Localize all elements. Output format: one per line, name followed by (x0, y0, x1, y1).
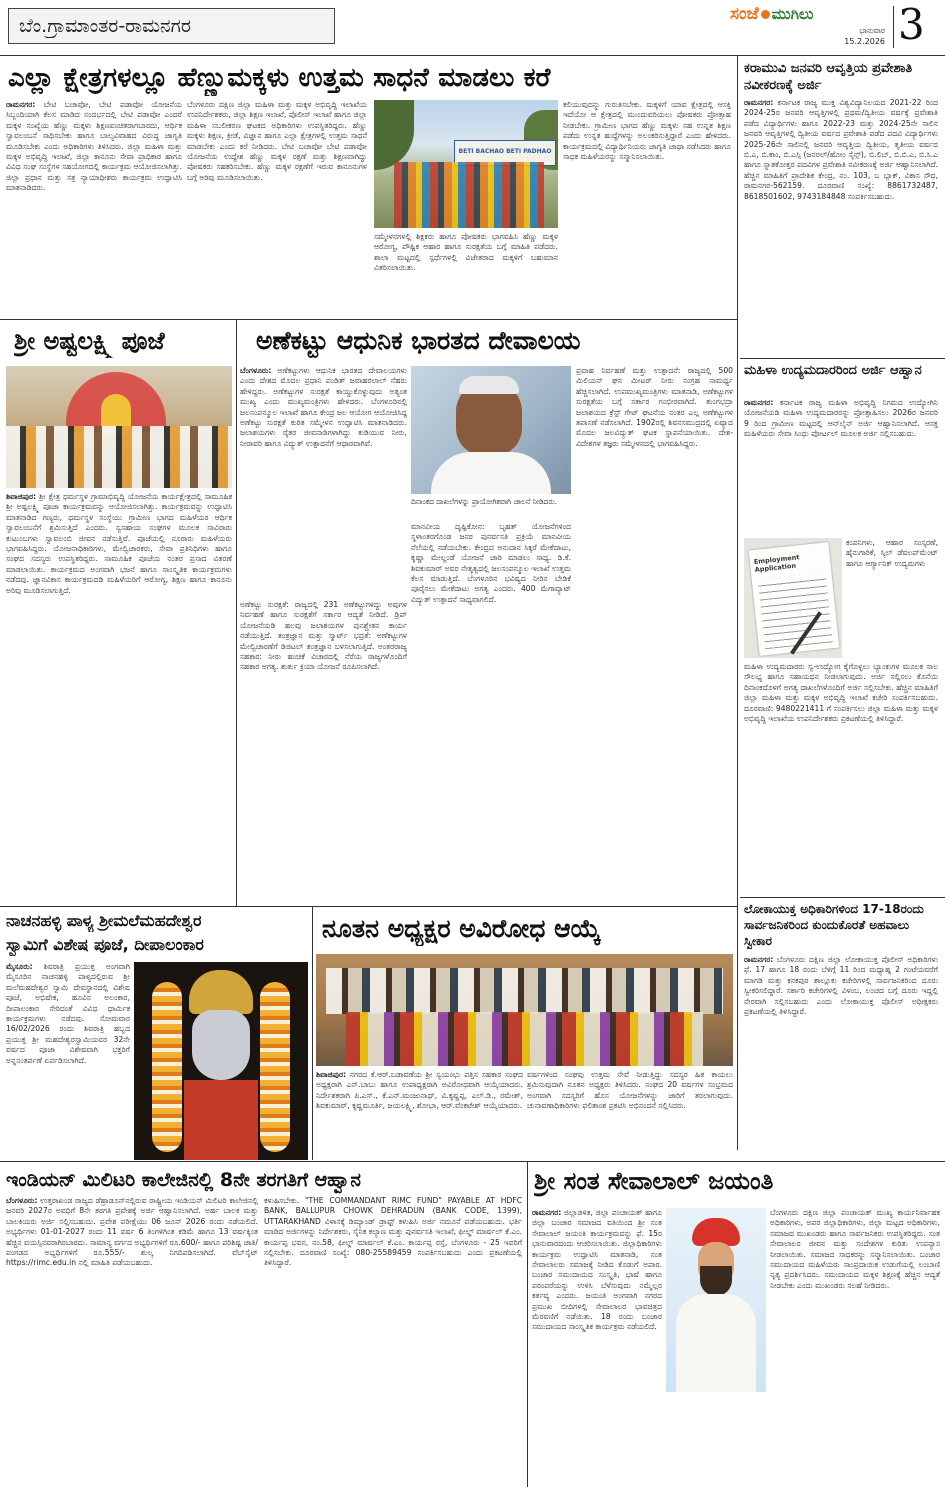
page-number-divider (893, 6, 894, 48)
temple-text1: ಶಿವರಾತ್ರಿ ಪ್ರಯುಕ್ತ ಅಂಗವಾಗಿ ಮೈಸೂರಿನ ನಾಚನಹಳ್ಳಿ ಪಾಳ್ಯದಲ್ಲಿರುವ ಶ್ರೀ ಮಲೆಮಹದೇಶ್ವರ ಸ್ವಾಮಿ ದೇವಸ್ಥಾನದಲ್ಲಿ ವಿಶೇಷ ಪೂಜೆ, ಅಭಿಷೇಕ, ಹೂವಿನ ಅಲಂಕಾರ, ದೀಪಾಲಂಕಾರ ಸೇರಿದಂತೆ ವಿವಿಧ ಧಾರ್ಮಿಕ ಕಾರ್ಯಕ್ರಮಗಳು ನಡೆದವು. ಸೋಮವಾರ 16/02/2026 ರಂದು ಶಿವರಾತ್ರಿ ಹಬ್ಬದ ಪ್ರಯುಕ್ತ ಶ್ರೀ ಮಹದೇಶ್ವರಸ್ವಾಮಿಯವರ 32ನೇ ವರ್ಷದ ಪೂಜಾ ವಿಶೇಷವಾಗಿ ಭಕ್ತರಿಗೆ ಅನ್ನಸಂತರ್ಪಣೆ ಏರ್ಪಡಿಸಲಾಗಿದೆ. (6, 962, 130, 1065)
pooja-text: ಶ್ರೀ ಕ್ಷೇತ್ರ ಧರ್ಮಸ್ಥಳ ಗ್ರಾಮಾಭಿವೃದ್ಧಿ ಯೋಜನೆಯ ಕಾರ್ಯಕ್ಷೇತ್ರದಲ್ಲಿ ಸಾಮೂಹಿಕ ಶ್ರೀ ಅಷ್ಟಲಕ್ಷ್ಮಿ ಪೂಜಾ ಕಾರ್ಯಕ್ರಮವನ್ನು ಆಯೋಜಿಸಲಾಗಿತ್ತು. ಕಾರ್ಯಕ್ರಮವನ್ನು ಉದ್ಘಾಟಿಸಿ ಮಾತನಾಡಿದ ಗಣ್ಯರು, ಧರ್ಮಸ್ಥಳ ಸಂಸ್ಥೆಯು ಗ್ರಾಮೀಣ ಭಾಗದ ಮಹಿಳೆಯರ ಆರ್ಥಿಕ ಸ್ವಾವಲಂಬನೆಗೆ ಶ್ರಮಿಸುತ್ತಿದೆ ಎಂದರು. ಸ್ವಸಹಾಯ ಸಂಘಗಳ ಮೂಲಕ ಸಾವಿರಾರು ಕುಟುಂಬಗಳು ಸ್ವಾವಲಂಬಿ ಜೀವನ ನಡೆಸುತ್ತಿವೆ. ಪೂಜೆಯಲ್ಲಿ ನೂರಾರು ಮಹಿಳೆಯರು ಭಾಗವಹಿಸಿದ್ದರು. ಯೋಜನಾಧಿಕಾರಿಗಳು, ಮೇಲ್ವಿಚಾರಕರು, ಸೇವಾ ಪ್ರತಿನಿಧಿಗಳು ಹಾಗೂ ಸಂಘದ ಸದಸ್ಯರು ಉಪಸ್ಥಿತರಿದ್ದರು. ಸಾಮೂಹಿಕ ಪೂಜೆಯ ನಂತರ ಪ್ರಸಾದ ವಿತರಣೆ ಮಾಡಲಾಯಿತು. ಕಾರ್ಯಕ್ರಮದ ಅಂಗವಾಗಿ ಭಜನೆ ಹಾಗೂ ಸಾಂಸ್ಕೃತಿಕ ಕಾರ್ಯಕ್ರಮಗಳು ನಡೆದವು. ಜ್ಞಾನವಿಕಾಸ ಕಾರ್ಯಕ್ರಮದಡಿ ಮಹಿಳೆಯರಿಗೆ ಆರೋಗ್ಯ, ಶಿಕ್ಷಣ ಹಾಗೂ ಕಾನೂನು ಅರಿವು ಮೂಡಿಸಲಾಗುತ್ತಿದೆ. (6, 492, 232, 595)
elect-col1-text: ನಗರದ ಕೆ.ಆರ್.ಬಡಾವಣೆಯ ಶ್ರೀ ಸ್ವಯಂಭು ಪತ್ತಿನ ಸಹಕಾರ ಸಂಘದ ಅಧ್ಯಕ್ಷರಾಗಿ ಎನ್.ಬಾಬು ಹಾಗೂ ಉಪಾಧ್ಯಕ್ಷರಾಗಿ ಅವಿರೋಧವಾಗಿ ಆಯ್ಕೆಯಾದರು. ನಿರ್ದೇಶಕರಾಗಿ ಪಿ.ಎಸ್., ಕೆ.ಎನ್.ಮಂಜುನಾಥ್, ವಿ.ಕೃಷ್ಣಪ್ಪ, ಎಲ್.ಡಿ., ರಮೇಶ್, ಶಿವಕುಮಾರ್, ಕೃಷ್ಣಮೂರ್ತಿ, ಜಯಲಕ್ಷ್ಮಿ, ಶೋಭಾ, ಆರ್.ವೆಂಕಟೇಶ್ ಆಯ್ಕೆಯಾದರು. (316, 1070, 523, 1111)
sidebar-mid-side-text: ಕಂಪನಿಗಳು, ಆಹಾರ ಸಂಸ್ಕರಣೆ, ಹೈನುಗಾರಿಕೆ, ಸ್ಕಿಲ್ ಡೆವಲಪ್‌ಮೆಂಟ್ ಹಾಗೂ ಆರ್ಗ್ಯಾನಿಕ್ ಉದ್ಯಮಗಳು (846, 538, 938, 568)
deity-garland-left (152, 982, 182, 1152)
temple-dateline: ಮೈಸೂರು: (6, 962, 33, 971)
temple-headline-line1: ನಾಚನಹಳ್ಳಿ ಪಾಳ್ಯ ಶ್ರೀಮಲೆಮಹದೇಶ್ವರ (6, 911, 202, 930)
group-photo-back-row (326, 968, 723, 1014)
top-story-col2: ಬೆಂಗಳೂರು ದಕ್ಷಿಣ ಜಿಲ್ಲಾ ಮಹಿಳಾ ಮತ್ತು ಮಕ್ಕಳ ಅಭಿವೃದ್ಧಿ ಇಲಾಖೆಯ ಉಪನಿರ್ದೇಶಕರು, ಜಿಲ್ಲಾ ಶಿಕ್ಷಣ ಇಲಾಖೆ, ಪೊಲೀಸ್ ಇಲಾಖೆ ಹಾಗೂ ಜಿಲ್ಲಾ ಮಹಿಳಾ ಸಬಲೀಕರಣ ಘಟಕದ ಅಧಿಕಾರಿಗಳು ಉಪಸ್ಥಿತರಿದ್ದರು. ಹೆಣ್ಣು ಮಕ್ಕಳು ಶಿಕ್ಷಣ, ಕ್ರೀಡೆ, ವಿಜ್ಞಾನ ಹಾಗೂ ಎಲ್ಲಾ ಕ್ಷೇತ್ರಗಳಲ್ಲಿ ಉತ್ತಮ ಸಾಧನೆ ಮಾಡಬೇಕು ಎಂದು ಕರೆ ನೀಡಿದರು. ಬೇಟಿ ಬಚಾವೋ ಬೇಟಿ ಪಡಾವೋ ಯೋಜನೆಯ ಉದ್ದೇಶ ಹೆಣ್ಣು ಮಕ್ಕಳ ರಕ್ಷಣೆ ಮತ್ತು ಶಿಕ್ಷಣವಾಗಿದ್ದು ಪೋಷಕರು ಸಹಕರಿಸಬೇಕು. ಹೆಣ್ಣು ಮಕ್ಕಳ ರಕ್ಷಣೆಗೆ ಇರುವ ಕಾನೂನುಗಳ ಬಗ್ಗೆ ಅರಿವು ಮೂಡಿಸಲಾಯಿತು. (187, 100, 367, 182)
temple-elect-divider (312, 907, 313, 1160)
sidebar-bottom-headline: ಲೋಕಾಯುಕ್ತ ಅಧಿಕಾರಿಗಳಿಂದ 17-18ರಂದು ಸಾರ್ವಜನಿಕರಿಂದ ಕುಂದುಕೊರತೆ ಅಹವಾಲು ಸ್ವೀಕಾರ (744, 902, 924, 948)
top-story-col1 (6, 100, 182, 316)
elect-col2: ವರ್ಷಗಳಿಂದ ಸಂಘವು ಉತ್ತಮ ಸೇವೆ ನೀಡುತ್ತಿದ್ದು ಸದಸ್ಯರ ಹಿತ ಕಾಯಲು ಶ್ರಮಿಸುವುದಾಗಿ ನೂತನ ಅಧ್ಯಕ್ಷರು ತಿಳಿಸಿದರು. ಸಂಘದ 20 ವರ್ಷಗಳ ಸಂಭ್ರಮದ ಅಂಗವಾಗಿ ಸದಸ್ಯರಿಗೆ ಹೊಸ ಯೋಜನೆಗಳನ್ನು ಜಾರಿಗೆ ತರಲಾಗುವುದು. ಚುನಾವಣಾಧಿಕಾರಿಗಳು ಫಲಿತಾಂಶ ಪ್ರಕಟಿಸಿ ಅಭಿನಂದನೆ ಸಲ್ಲಿಸಿದರು. (527, 1070, 733, 1111)
section-banner (8, 8, 335, 44)
section-title: ಬೆಂ.ಗ್ರಾಮಾಂತರ-ರಾಮನಗರ (19, 15, 191, 37)
cm-photo-caption: ದಿನಾಂಕದ ದಾಖಲೆಗಳನ್ನು ಪ್ರಾಯೋಗಿಕವಾಗಿ ಚಾಲನೆ ನೀಡಿದರು. (411, 497, 557, 506)
sun-icon (761, 10, 770, 19)
dam-dateline: ಬೆಂಗಳೂರು: (240, 366, 272, 375)
top-story-rule (0, 319, 737, 320)
pooja-dateline: ಶಿವಾಜಿಪುರ: (6, 492, 37, 501)
cm-photo (411, 366, 571, 494)
deity-garland-right (260, 982, 290, 1152)
page-number: 3 (898, 0, 925, 49)
sidebar-mid-body2: ಮಹಿಳಾ ಉದ್ಯಮದಾರರು ಸ್ವ-ಉದ್ಯೋಗ ಕೈಗೊಳ್ಳಲು ಬ್ಯಾಂಕುಗಳ ಮೂಲಕ ಸಾಲ ಸೌಲಭ್ಯ ಹಾಗೂ ಸಹಾಯಧನ ನೀಡಲಾಗುವುದು. ಅರ್ಜಿ ಸಲ್ಲಿಸಲು ಕೊನೆಯ ದಿನಾಂಕದೊಳಗೆ ಅಗತ್ಯ ದಾಖಲೆಗಳೊಂದಿಗೆ ಅರ್ಜಿ ಸಲ್ಲಿಸಬೇಕು. ಹೆಚ್ಚಿನ ಮಾಹಿತಿಗೆ ಜಿಲ್ಲಾ ಮಹಿಳಾ ಮತ್ತು ಮಕ್ಕಳ ಅಭಿವೃದ್ಧಿ ಇಲಾಖೆ ಕಚೇರಿ ಸಂಪರ್ಕಿಸಬಹುದು. ದೂರವಾಣಿ: 9480221411 ಗೆ ಸಂಪರ್ಕಿಸಲು ಜಿಲ್ಲಾ ಮಹಿಳಾ ಮತ್ತು ಮಕ್ಕಳ ಅಭಿವೃದ್ಧಿ ಇಲಾಖೆಯ ಉಪನಿರ್ದೇಶಕರು ಪ್ರಕಟಣೆಯಲ್ಲಿ ತಿಳಿಸಿದ್ದಾರೆ. (744, 662, 938, 724)
pooja-headline: ಶ್ರೀ ಅಷ್ಟಲಕ್ಷ್ಮಿ ಪೂಜೆ (14, 327, 165, 355)
rimc-sevalal-divider (527, 1162, 528, 1487)
temple-body1 (6, 962, 130, 1160)
group-photo (316, 954, 733, 1066)
sidebar-divider (737, 56, 738, 1150)
sevalal-col2: ಬೆಂಗಳೂರು ದಕ್ಷಿಣ ಜಿಲ್ಲಾ ಪಂಚಾಯತ್ ಮುಖ್ಯ ಕಾರ್ಯನಿರ್ವಾಹಕ ಅಧಿಕಾರಿಗಳು, ಅಪರ ಜಿಲ್ಲಾಧಿಕಾರಿಗಳು, ಜಿಲ್ಲಾ ಮಟ್ಟದ ಅಧಿಕಾರಿಗಳು, ಸಮಾಜದ ಮುಖಂಡರು ಹಾಗೂ ಸಾರ್ವಜನಿಕರು ಉಪಸ್ಥಿತರಿದ್ದರು. ಸಂತ ಸೇವಾಲಾಲರ ಜೀವನ ಮತ್ತು ಸಂದೇಶಗಳ ಕುರಿತು ಉಪನ್ಯಾಸ ನೀಡಲಾಯಿತು. ಸಮಾಜದ ಸಾಧಕರನ್ನು ಸನ್ಮಾನಿಸಲಾಯಿತು. ಬಂಜಾರ ಸಮುದಾಯದ ಮಹಿಳೆಯರು ಸಾಂಪ್ರದಾಯಿಕ ಉಡುಗೆಯಲ್ಲಿ ಲಂಬಾಣಿ ನೃತ್ಯ ಪ್ರದರ್ಶಿಸಿದರು. ಸಮುದಾಯದ ಮಕ್ಕಳ ಶಿಕ್ಷಣಕ್ಕೆ ಹೆಚ್ಚಿನ ಆದ್ಯತೆ ನೀಡಬೇಕು ಎಂದು ಮುಖಂಡರು ಸಲಹೆ ನೀಡಿದರು. (770, 1208, 940, 1290)
sidebar-bottom-dateline: ರಾಮನಗರ: (744, 955, 774, 964)
issue-date: 15.2.2026 (844, 37, 885, 46)
dam-headline: ಅಣೆಕಟ್ಟು ಆಧುನಿಕ ಭಾರತದ ದೇವಾಲಯ (256, 326, 581, 355)
brand-logo (730, 4, 890, 26)
top-story-col4: ಸಮ್ಮೇಳನಗಳಲ್ಲಿ ಶಿಕ್ಷಕರು ಹಾಗೂ ಪೋಷಕರು ಭಾಗವಹಿಸಿ ಹೆಣ್ಣು ಮಕ್ಕಳ ಆರೋಗ್ಯ, ಪೌಷ್ಟಿಕ ಆಹಾರ ಹಾಗೂ ಸುರಕ್ಷತೆಯ ಬಗ್ಗೆ ಮಾಹಿತಿ ಪಡೆದರು. ಶಾಲಾ ಮಟ್ಟದಲ್ಲಿ ಸ್ಪರ್ಧೆಗಳಲ್ಲಿ ವಿಜೇತರಾದ ಮಕ್ಕಳಿಗೆ ಬಹುಮಾನ ವಿತರಿಸಲಾಯಿತು. (374, 232, 558, 273)
elect-dateline: ಶಿವಾಜಿಪುರ: (316, 1070, 347, 1079)
form-photo (744, 538, 842, 658)
dam-col1 (240, 366, 407, 596)
deity-photo (134, 962, 308, 1160)
top-story-headline: ಎಲ್ಲಾ ಕ್ಷೇತ್ರಗಳಲ್ಲೂ ಹೆಣ್ಣುಮಕ್ಕಳು ಉತ್ತಮ ಸಾಧನೆ ಮಾಡಲು ಕರೆ (8, 63, 551, 93)
temple-headline-line2: ಸ್ವಾಮಿಗೆ ವಿಶೇಷ ಪೂಜೆ, ದೀಪಾಲಂಕಾರ (6, 935, 204, 954)
pooja-people (6, 426, 232, 488)
rimc-col2: ಕಳುಹಿಸಬೇಕು. "THE COMMANDANT RIMC FUND" PAYABLE AT HDFC BANK, BALLUPUR CHOWK DEHRADUN (BANK CODE, 1399), UTTARAKHAND ವಿಳಾಸಕ್ಕೆ ಡಿಮ್ಯಾಂಡ್ ಡ್ರಾಫ್ಟ್ ಕಳುಹಿಸಿ ಅರ್ಜಿ ನಮೂನೆ ಪಡೆಯಬಹುದು. ಭರ್ತಿ ಮಾಡಿದ ಅರ್ಜಿಗಳನ್ನು ನಿರ್ದೇಶಕರು, ಸೈನಿಕ ಕಲ್ಯಾಣ ಮತ್ತು ಪುನರ್ವಸತಿ ಇಲಾಖೆ, ಫೀಲ್ಡ್ ಮಾರ್ಷಲ್ ಕೆ.ಎಂ. ಕಾರ್ಯಪ್ಪ ಭವನ, ನಂ.58, ಫೀಲ್ಡ್ ಮಾರ್ಷಲ್ ಕೆ.ಎಂ. ಕಾರ್ಯಪ್ಪ ರಸ್ತೆ, ಬೆಂಗಳೂರು - 25 ಇವರಿಗೆ ಸಲ್ಲಿಸಬೇಕು. ದೂರವಾಣಿ ಸಂಖ್ಯೆ: 080-25589459 ಸಂಪರ್ಕಿಸಬಹುದು ಎಂದು ಪ್ರಕಟಣೆಯಲ್ಲಿ ತಿಳಿಸಿದ್ದಾರೆ. (264, 1196, 522, 1268)
deity-body (184, 1080, 258, 1160)
top-story-col1-text: ಬೇಟಿ ಬಚಾವೋ, ಬೇಟಿ ಪಡಾವೋ ಯೋಜನೆಯ ಸಿಬ್ಬಂದಿಯಾಗಿ ಕೆಲಸ ಮಾಡಿದ ಸಂದರ್ಭದಲ್ಲಿ ಬೇಟಿ ಪಡಾವೋ ಎಂದರೆ ಮಕ್ಕಳ ಸಂಖ್ಯೆಯ ಹೆಣ್ಣು ಮಕ್ಕಳು ಶಿಕ್ಷಣವಂಚಿತರಾಗಬಾರದು, ಆರ್ಥಿಕ ಸ್ವಾವಲಂಬನೆ ಸಾಧಿಸಬೇಕು ಹಾಗೂ ಬಾಲ್ಯವಿವಾಹದ ವಿರುದ್ಧ ಜಾಗೃತಿ ಮೂಡಿಸಬೇಕು ಎಂದು ಅಧಿಕಾರಿಗಳು ತಿಳಿಸಿದರು. ಜಿಲ್ಲಾ ಮಹಿಳಾ ಮತ್ತು ಮಕ್ಕಳ ಅಭಿವೃದ್ಧಿ ಇಲಾಖೆ, ಜಿಲ್ಲಾ ಕಾನೂನು ಸೇವಾ ಪ್ರಾಧಿಕಾರ ಹಾಗೂ ವಿವಿಧ ಸಂಘ ಸಂಸ್ಥೆಗಳ ಸಹಯೋಗದಲ್ಲಿ ಕಾರ್ಯಕ್ರಮ ಆಯೋಜಿಸಲಾಗಿತ್ತು. ಜಿಲ್ಲಾ ಪ್ರಧಾನ ಮತ್ತು ಸತ್ರ ನ್ಯಾಯಾಧೀಶರು ಕಾರ್ಯಕ್ರಮ ಉದ್ಘಾಟಿಸಿ ಮಾತನಾಡಿದರು. (6, 100, 182, 193)
pooja-photo (6, 366, 232, 488)
sidebar-bottom-text: ಬೆಂಗಳೂರು ದಕ್ಷಿಣ ಜಿಲ್ಲಾ ಲೋಕಾಯುಕ್ತ ಪೊಲೀಸ್ ಅಧಿಕಾರಿಗಳು ಫೆ. 17 ಹಾಗೂ 18 ರಂದು ಬೆಳಿಗ್ಗೆ 11 ರಿಂದ ಮಧ್ಯಾಹ್ನ 2 ಗಂಟೆಯವರೆಗೆ ಮಾಗಡಿ ಮತ್ತು ಕನಕಪುರ ತಾಲ್ಲೂಕು ಕಚೇರಿಗಳಲ್ಲಿ ಸಾರ್ವಜನಿಕರಿಂದ ದೂರು ಸ್ವೀಕರಿಸಲಿದ್ದಾರೆ. ಸರ್ಕಾರಿ ಕಚೇರಿಗಳಲ್ಲಿ ವಿಳಂಬ, ಲಂಚದ ಬಗ್ಗೆ ದೂರು ಇದ್ದಲ್ಲಿ ನೇರವಾಗಿ ಸಲ್ಲಿಸಬಹುದು ಎಂದು ಲೋಕಾಯುಕ್ತ ಪೊಲೀಸ್ ಅಧೀಕ್ಷಕರು ಪ್ರಕಟಣೆಯಲ್ಲಿ ತಿಳಿಸಿದ್ದಾರೆ. (744, 955, 938, 1017)
rally-people (394, 162, 544, 228)
sevalal-photo (666, 1208, 766, 1392)
dam-col2: ಅಣೆಕಟ್ಟು ಸುರಕ್ಷತೆ: ರಾಜ್ಯದಲ್ಲಿ 231 ಅಣೆಕಟ್ಟುಗಳಿದ್ದು ಅವುಗಳ ನಿರ್ವಹಣೆ ಹಾಗೂ ಸುರಕ್ಷತೆಗೆ ಸರ್ಕಾರ ಆದ್ಯತೆ ನೀಡಿದೆ. ಡ್ರಿಪ್ ಯೋಜನೆಯಡಿ ಹಲವು ಜಲಾಶಯಗಳ ಪುನಶ್ಚೇತನ ಕಾರ್ಯ ನಡೆಯುತ್ತಿದೆ. ತಂತ್ರಜ್ಞಾನ ಮತ್ತು ಸ್ಮಾರ್ಟ್ ಭದ್ರತೆ: ಅಣೆಕಟ್ಟುಗಳ ಮೇಲ್ವಿಚಾರಣೆಗೆ ಡಿಜಿಟಲ್ ತಂತ್ರಜ್ಞಾನ ಬಳಸಲಾಗುತ್ತಿದೆ. ಅಂತರರಾಜ್ಯ ಸಹಕಾರ: ನೀರು ಹಂಚಿಕೆ ವಿಚಾರದಲ್ಲಿ ನೆರೆಯ ರಾಜ್ಯಗಳೊಂದಿಗೆ ಸಹಕಾರ ಅಗತ್ಯ. ತುರ್ತು ಕ್ರಿಯಾ ಯೋಜನೆ ರೂಪಿಸಲಾಗಿದೆ. (240, 600, 407, 672)
dam-col3: ಮಾನವೀಯ ದೃಷ್ಟಿಕೋನ: ಬೃಹತ್ ಯೋಜನೆಗಳಿಂದ ಸ್ಥಳಾಂತರಗೊಂಡ ಜನರ ಪುನರ್ವಸತಿ ಪ್ರಕ್ರಿಯೆ ಮಾನವೀಯ ನೆಲೆಯಲ್ಲಿ ನಡೆಯಬೇಕು. ಕೇಂದ್ರದ ಅನುದಾನ ಸಿಕ್ಕರೆ ಮೇಕೆದಾಟು, ಕೃಷ್ಣಾ ಮೇಲ್ದಂಡೆ ಯೋಜನೆ ಜಾರಿ ಮಾಡಲು ಸಾಧ್ಯ. ಡಿ.ಕೆ. ಶಿವಕುಮಾರ್ ಅವರ ನೇತೃತ್ವದಲ್ಲಿ ಜಲಸಂಪನ್ಮೂಲ ಇಲಾಖೆ ಉತ್ತಮ ಕೆಲಸ ಮಾಡುತ್ತಿದೆ. ಬೆಂಗಳೂರಿನ ಭವಿಷ್ಯದ ನೀರಿನ ಬೇಡಿಕೆ ಪೂರೈಸಲು ಮೇಕೆದಾಟು ಅಗತ್ಯ ಎಂದರು. 400 ಮೆಗಾವ್ಯಾಟ್ ವಿದ್ಯುತ್ ಉತ್ಪಾದನೆ ಸಾಧ್ಯವಾಗಲಿದೆ. (411, 522, 571, 604)
pooja-dam-divider (236, 320, 237, 906)
elect-col1 (316, 1070, 523, 1158)
sidebar-top-text: ಕರ್ನಾಟಕ ರಾಜ್ಯ ಮುಕ್ತ ವಿಶ್ವವಿದ್ಯಾನಿಲಯದ 2021-22 ರಿಂದ 2024-25ರ ಜನವರಿ ಆವೃತ್ತಿಗಳಲ್ಲಿ ಪ್ರಥಮ/ದ್ವಿತೀಯ ವರ್ಷಕ್ಕೆ ಪ್ರವೇಶಾತಿ ಪಡೆದ ವಿದ್ಯಾರ್ಥಿಗಳು ಹಾಗೂ 2022-23 ಮತ್ತು 2024-25ನೇ ಸಾಲಿನ ಜನವರಿ ಆವೃತ್ತಿಗಳಲ್ಲಿ ದ್ವಿತೀಯ ವರ್ಷದ ಪ್ರವೇಶಾತಿ ಪಡೆದ ಪದವಿ ವಿದ್ಯಾರ್ಥಿಗಳು 2025-26ನೇ ಸಾಲಿನಲ್ಲಿ ಜನವರಿ ಆವೃತ್ತಿಯ ದ್ವಿತೀಯ, ತೃತೀಯ ವರ್ಷದ ಬಿ.ಎ, ಬಿ.ಕಾಂ, ಬಿ.ಎಸ್ಸಿ (ಜನರಲ್/ಹೋಂ ಸೈನ್ಸ್), ಬಿ.ಲಿಬ್, ಬಿ.ಬಿ.ಎ, ಬಿ.ಸಿ.ಎ ಹಾಗೂ ಸ್ನಾತಕೋತ್ತರ ಪದವಿಗಳ ಪ್ರವೇಶಾತಿ ನವೀಕರಣಕ್ಕೆ ಅರ್ಜಿ ಆಹ್ವಾನಿಸಲಾಗಿದೆ. ಹೆಚ್ಚಿನ ಮಾಹಿತಿಗೆ ಪ್ರಾದೇಶಿಕ ಕೇಂದ್ರ, ನಂ. 103, ಬ ಬ್ಲಾಕ್, ವಿಕಾಸ ಸೌಧ, ರಾಮನಗರ-562159. ದೂರವಾಣಿ ಸಂಖ್ಯೆ: 8861732487, 8618501602, 9743184848 ಸಂಪರ್ಕಿಸಬಹುದು. (744, 98, 938, 201)
elect-headline: ನೂತನ ಅಧ್ಯಕ್ಷರ ಅವಿರೋಧ ಆಯ್ಕೆ (322, 914, 601, 943)
rimc-dateline: ಬೆಂಗಳೂರು: (6, 1196, 38, 1205)
sidebar-mid-text1: ಕರ್ನಾಟಕ ರಾಜ್ಯ ಮಹಿಳಾ ಅಭಿವೃದ್ಧಿ ನಿಗಮದ ಉದ್ಯೋಗಿನಿ ಯೋಜನೆಯಡಿ ಮಹಿಳಾ ಉದ್ಯಮದಾರರನ್ನು ಪ್ರೋತ್ಸಾಹಿಸಲು 2026ರ ಜನವರಿ 9 ರಿಂದ ಗ್ರಾಮೀಣ ಮಟ್ಟದಲ್ಲಿ ಆನ್‌ಲೈನ್ ಅರ್ಜಿ ಆಹ್ವಾನಿಸಲಾಗಿದೆ. ಆಸಕ್ತ ಮಹಿಳೆಯರು ಸೇವಾ ಸಿಂಧು ಪೋರ್ಟಲ್ ಮೂಲಕ ಅರ್ಜಿ ಸಲ್ಲಿಸಬಹುದು. (744, 398, 938, 439)
mid-rule (0, 906, 737, 907)
form-sheet (749, 542, 840, 656)
deity-face (192, 1010, 250, 1080)
brand-logo-part2: ಮುಗಿಲು (771, 5, 814, 23)
issue-day: ಭಾನುವಾರ (859, 26, 885, 35)
cm-hair (459, 376, 519, 394)
sidebar-top-headline: ಕರಾಮುವಿ ಜನವರಿ ಆವೃತ್ತಿಯ ಪ್ರವೇಶಾತಿ ನವೀಕರಣಕ್ಕೆ ಅರ್ಜಿ (744, 61, 913, 93)
sidebar-mid-dateline: ರಾಮನಗರ: (744, 398, 774, 407)
sidebar-top-rule (740, 358, 945, 359)
brand-logo-part1: ಸಂಜೆ (730, 4, 759, 24)
dam-col1-text: ಅಣೆಕಟ್ಟುಗಳು ಆಧುನಿಕ ಭಾರತದ ದೇವಾಲಯಗಳು ಎಂದು ದೇಶದ ಮೊದಲ ಪ್ರಧಾನಿ ಪಂಡಿತ್ ಜವಾಹರಲಾಲ್ ನೆಹರು ಹೇಳಿದ್ದರು. ಅಣೆಕಟ್ಟುಗಳ ಸುರಕ್ಷತೆ ಕಾಯ್ದುಕೊಳ್ಳುವುದು ಅತ್ಯಂತ ಮುಖ್ಯ ಎಂದು ಮುಖ್ಯಮಂತ್ರಿಗಳು ಹೇಳಿದರು. ಬೆಂಗಳೂರಿನಲ್ಲಿ ಜಲಸಂಪನ್ಮೂಲ ಇಲಾಖೆ ಹಾಗೂ ಕೇಂದ್ರ ಜಲ ಆಯೋಗ ಆಯೋಜಿಸಿದ್ದ ಅಣೆಕಟ್ಟು ಸುರಕ್ಷತೆ ಕುರಿತ ಸಮ್ಮೇಳನ ಉದ್ಘಾಟಿಸಿ ಮಾತನಾಡಿದರು. ಜಲಾಶಯಗಳು ರೈತರ ಜೀವನಾಡಿಗಳಾಗಿದ್ದು ಕುಡಿಯುವ ನೀರು, ನೀರಾವರಿ ಹಾಗೂ ವಿದ್ಯುತ್ ಉತ್ಪಾದನೆಗೆ ಆಧಾರವಾಗಿವೆ. (240, 366, 407, 448)
deity-crown (189, 970, 253, 1014)
rally-photo-tree (374, 100, 414, 170)
rimc-headline: ಇಂಡಿಯನ್ ಮಿಲಿಟರಿ ಕಾಲೇಜಿನಲ್ಲಿ 8ನೇ ತರಗತಿಗೆ ಆಹ್ವಾನ (6, 1169, 361, 1191)
sidebar-mid-headline: ಮಹಿಳಾ ಉದ್ಯಮದಾರರಿಂದ ಅರ್ಜಿ ಆಹ್ವಾನ (744, 363, 922, 378)
masthead-rule (0, 55, 945, 56)
sevalal-dateline: ರಾಮನಗರ: (532, 1208, 562, 1217)
sidebar-top-body (744, 98, 938, 356)
top-story-col3: ಕಲಿಯುವುದನ್ನು ಗುರುತಿಸಬೇಕು. ಮಕ್ಕಳಿಗೆ ಯಾವ ಕ್ಷೇತ್ರದಲ್ಲಿ ಆಸಕ್ತಿ ಇದೆಯೋ ಆ ಕ್ಷೇತ್ರದಲ್ಲಿ ಮುಂದುವರಿಯಲು ಪೋಷಕರು ಪ್ರೋತ್ಸಾಹ ನೀಡಬೇಕು. ಗ್ರಾಮೀಣ ಭಾಗದ ಹೆಣ್ಣು ಮಕ್ಕಳು ಸಹ ಉನ್ನತ ಶಿಕ್ಷಣ ಪಡೆದು ಉನ್ನತ ಹುದ್ದೆಗಳನ್ನು ಅಲಂಕರಿಸುತ್ತಿದ್ದಾರೆ ಎಂದು ಹೇಳಿದರು. ಕಾರ್ಯಕ್ರಮದಲ್ಲಿ ವಿದ್ಯಾರ್ಥಿನಿಯರು ಜಾಗೃತಿ ಜಾಥಾ ನಡೆಸಿದರು ಹಾಗೂ ಸಾಧಕ ಮಹಿಳೆಯರನ್ನು ಸನ್ಮಾನಿಸಲಾಯಿತು. (563, 100, 731, 162)
sevalal-col1-text: ಜಿಲ್ಲಾಡಳಿತ, ಜಿಲ್ಲಾ ಪಂಚಾಯತ್ ಹಾಗೂ ಜಿಲ್ಲಾ ಬಂಜಾರ ಸಮಾಜದ ವತಿಯಿಂದ ಶ್ರೀ ಸಂತ ಸೇವಾಲಾಲ್ ಜಯಂತಿ ಕಾರ್ಯಕ್ರಮವನ್ನು ಫೆ. 15ರ ಭಾನುವಾರದಂದು ಆಚರಿಸಲಾಯಿತು. ಜಿಲ್ಲಾಧಿಕಾರಿಗಳು ಕಾರ್ಯಕ್ರಮ ಉದ್ಘಾಟಿಸಿ ಮಾತನಾಡಿ, ಸಂತ ಸೇವಾಲಾಲರು ಸಮಾಜಕ್ಕೆ ನೀಡಿದ ಕೊಡುಗೆ ಅಪಾರ. ಬಂಜಾರ ಸಮುದಾಯದ ಸಂಸ್ಕೃತಿ, ಭಾಷೆ ಹಾಗೂ ಪರಂಪರೆಯನ್ನು ಉಳಿಸಿ ಬೆಳೆಸುವುದು ನಮ್ಮೆಲ್ಲರ ಕರ್ತವ್ಯ ಎಂದರು. ಜಯಂತಿ ಅಂಗವಾಗಿ ನಗರದ ಪ್ರಮುಖ ಬೀದಿಗಳಲ್ಲಿ ಸೇವಾಲಾಲರ ಭಾವಚಿತ್ರದ ಮೆರವಣಿಗೆ ನಡೆಯಿತು. 18 ರಂದು ಬಂಜಾರ ಸಮುದಾಯದ ಸಾಂಸ್ಕೃತಿಕ ಕಾರ್ಯಕ್ರಮ ನಡೆಯಲಿದೆ. (532, 1208, 662, 1332)
sevalal-col1 (532, 1208, 662, 1486)
masthead (0, 0, 945, 55)
rimc-col1-text: ಉತ್ತರಾಖಂಡ ರಾಜ್ಯದ ಡೆಹ್ರಾಡೂನ್‌ನಲ್ಲಿರುವ ರಾಷ್ಟ್ರೀಯ ಇಂಡಿಯನ್ ಮಿಲಿಟರಿ ಕಾಲೇಜಿನಲ್ಲಿ ಜನವರಿ 2027ರ ಅವಧಿಗೆ 8ನೇ ತರಗತಿ ಪ್ರವೇಶಕ್ಕೆ ಅರ್ಜಿ ಆಹ್ವಾನಿಸಲಾಗಿದೆ. ಅರ್ಹ ಬಾಲಕ ಮತ್ತು ಬಾಲಕಿಯರು ಅರ್ಜಿ ಸಲ್ಲಿಸಬಹುದು. ಪ್ರವೇಶ ಪರೀಕ್ಷೆಯು 06 ಜೂನ್ 2026 ರಂದು ನಡೆಯಲಿದೆ. ಅಭ್ಯರ್ಥಿಗಳು 01-01-2027 ರಂದು 11 ವರ್ಷ 6 ತಿಂಗಳಿಗಿಂತ ಕಡಿಮೆ ಹಾಗೂ 13 ವರ್ಷಕ್ಕಿಂತ ಹೆಚ್ಚಿನ ವಯಸ್ಸಿನವರಾಗಿರಬಾರದು. ಸಾಮಾನ್ಯ ವರ್ಗದ ಅಭ್ಯರ್ಥಿಗಳಿಗೆ ರೂ.600/- ಹಾಗೂ ಪರಿಶಿಷ್ಟ ಜಾತಿ/ಪಂಗಡದ ಅಭ್ಯರ್ಥಿಗಳಿಗೆ ರೂ.555/- ಶುಲ್ಕ ನಿಗದಿಪಡಿಸಲಾಗಿದೆ. ವೆಬ್‌ಸೈಟ್ https://rimc.edu.in ನಲ್ಲಿ ಮಾಹಿತಿ ಪಡೆಯಬಹುದು. (6, 1196, 258, 1268)
dam-col4: ಪ್ರವಾಹ ನಿರ್ವಹಣೆ ಮತ್ತು ಉತ್ಪಾದನೆ: ರಾಜ್ಯದಲ್ಲಿ 500 ಮಿಲಿಯನ್ ಘನ ಮೀಟರ್ ನೀರು ಸಂಗ್ರಹ ಸಾಮರ್ಥ್ಯ ಹೆಚ್ಚಿಸಲಾಗಿದೆ. ಉಪಮುಖ್ಯಮಂತ್ರಿಗಳು ಮಾತನಾಡಿ, ಅಣೆಕಟ್ಟುಗಳ ಸುರಕ್ಷತೆಯ ಬಗ್ಗೆ ಸರ್ಕಾರ ಗಂಭೀರವಾಗಿದೆ. ತುಂಗಭದ್ರಾ ಜಲಾಶಯದ ಕ್ರೆಸ್ಟ್ ಗೇಟ್ ಘಟನೆಯ ನಂತರ ಎಲ್ಲ ಅಣೆಕಟ್ಟುಗಳ ತಪಾಸಣೆ ನಡೆಸಲಾಗಿದೆ. 1902ರಲ್ಲಿ ಶಿವನಸಮುದ್ರದಲ್ಲಿ ಏಷ್ಯಾದ ಮೊದಲ ಜಲವಿದ್ಯುತ್ ಘಟಕ ಸ್ಥಾಪನೆಯಾಯಿತು. ದೇಶ-ವಿದೇಶಗಳ ತಜ್ಞರು ಸಮ್ಮೇಳನದಲ್ಲಿ ಭಾಗವಹಿಸಿದ್ದರು. (576, 366, 733, 448)
sevalal-robe (676, 1294, 756, 1392)
top-story-dateline: ರಾಮನಗರ: (6, 100, 36, 109)
rally-photo (374, 100, 558, 228)
rally-banner-text: BETI BACHAO BETI PADHAO (458, 148, 552, 155)
sidebar-bottom-body (744, 955, 938, 1145)
form-lines (758, 573, 833, 650)
sidebar-mid-body1 (744, 398, 938, 534)
sidebar-top-dateline: ರಾಮನಗರ: (744, 98, 774, 107)
lower-rule (0, 1161, 945, 1162)
pooja-body (6, 492, 232, 904)
group-photo-front-row (346, 1012, 703, 1066)
form-title: Employment Application (753, 553, 800, 574)
rimc-col1 (6, 1196, 258, 1486)
sidebar-mid-rule (740, 897, 945, 898)
sevalal-headline: ಶ್ರೀ ಸಂತ ಸೇವಾಲಾಲ್ ಜಯಂತಿ (534, 1167, 774, 1195)
cm-shirt (431, 452, 551, 494)
sevalal-beard (700, 1266, 732, 1296)
